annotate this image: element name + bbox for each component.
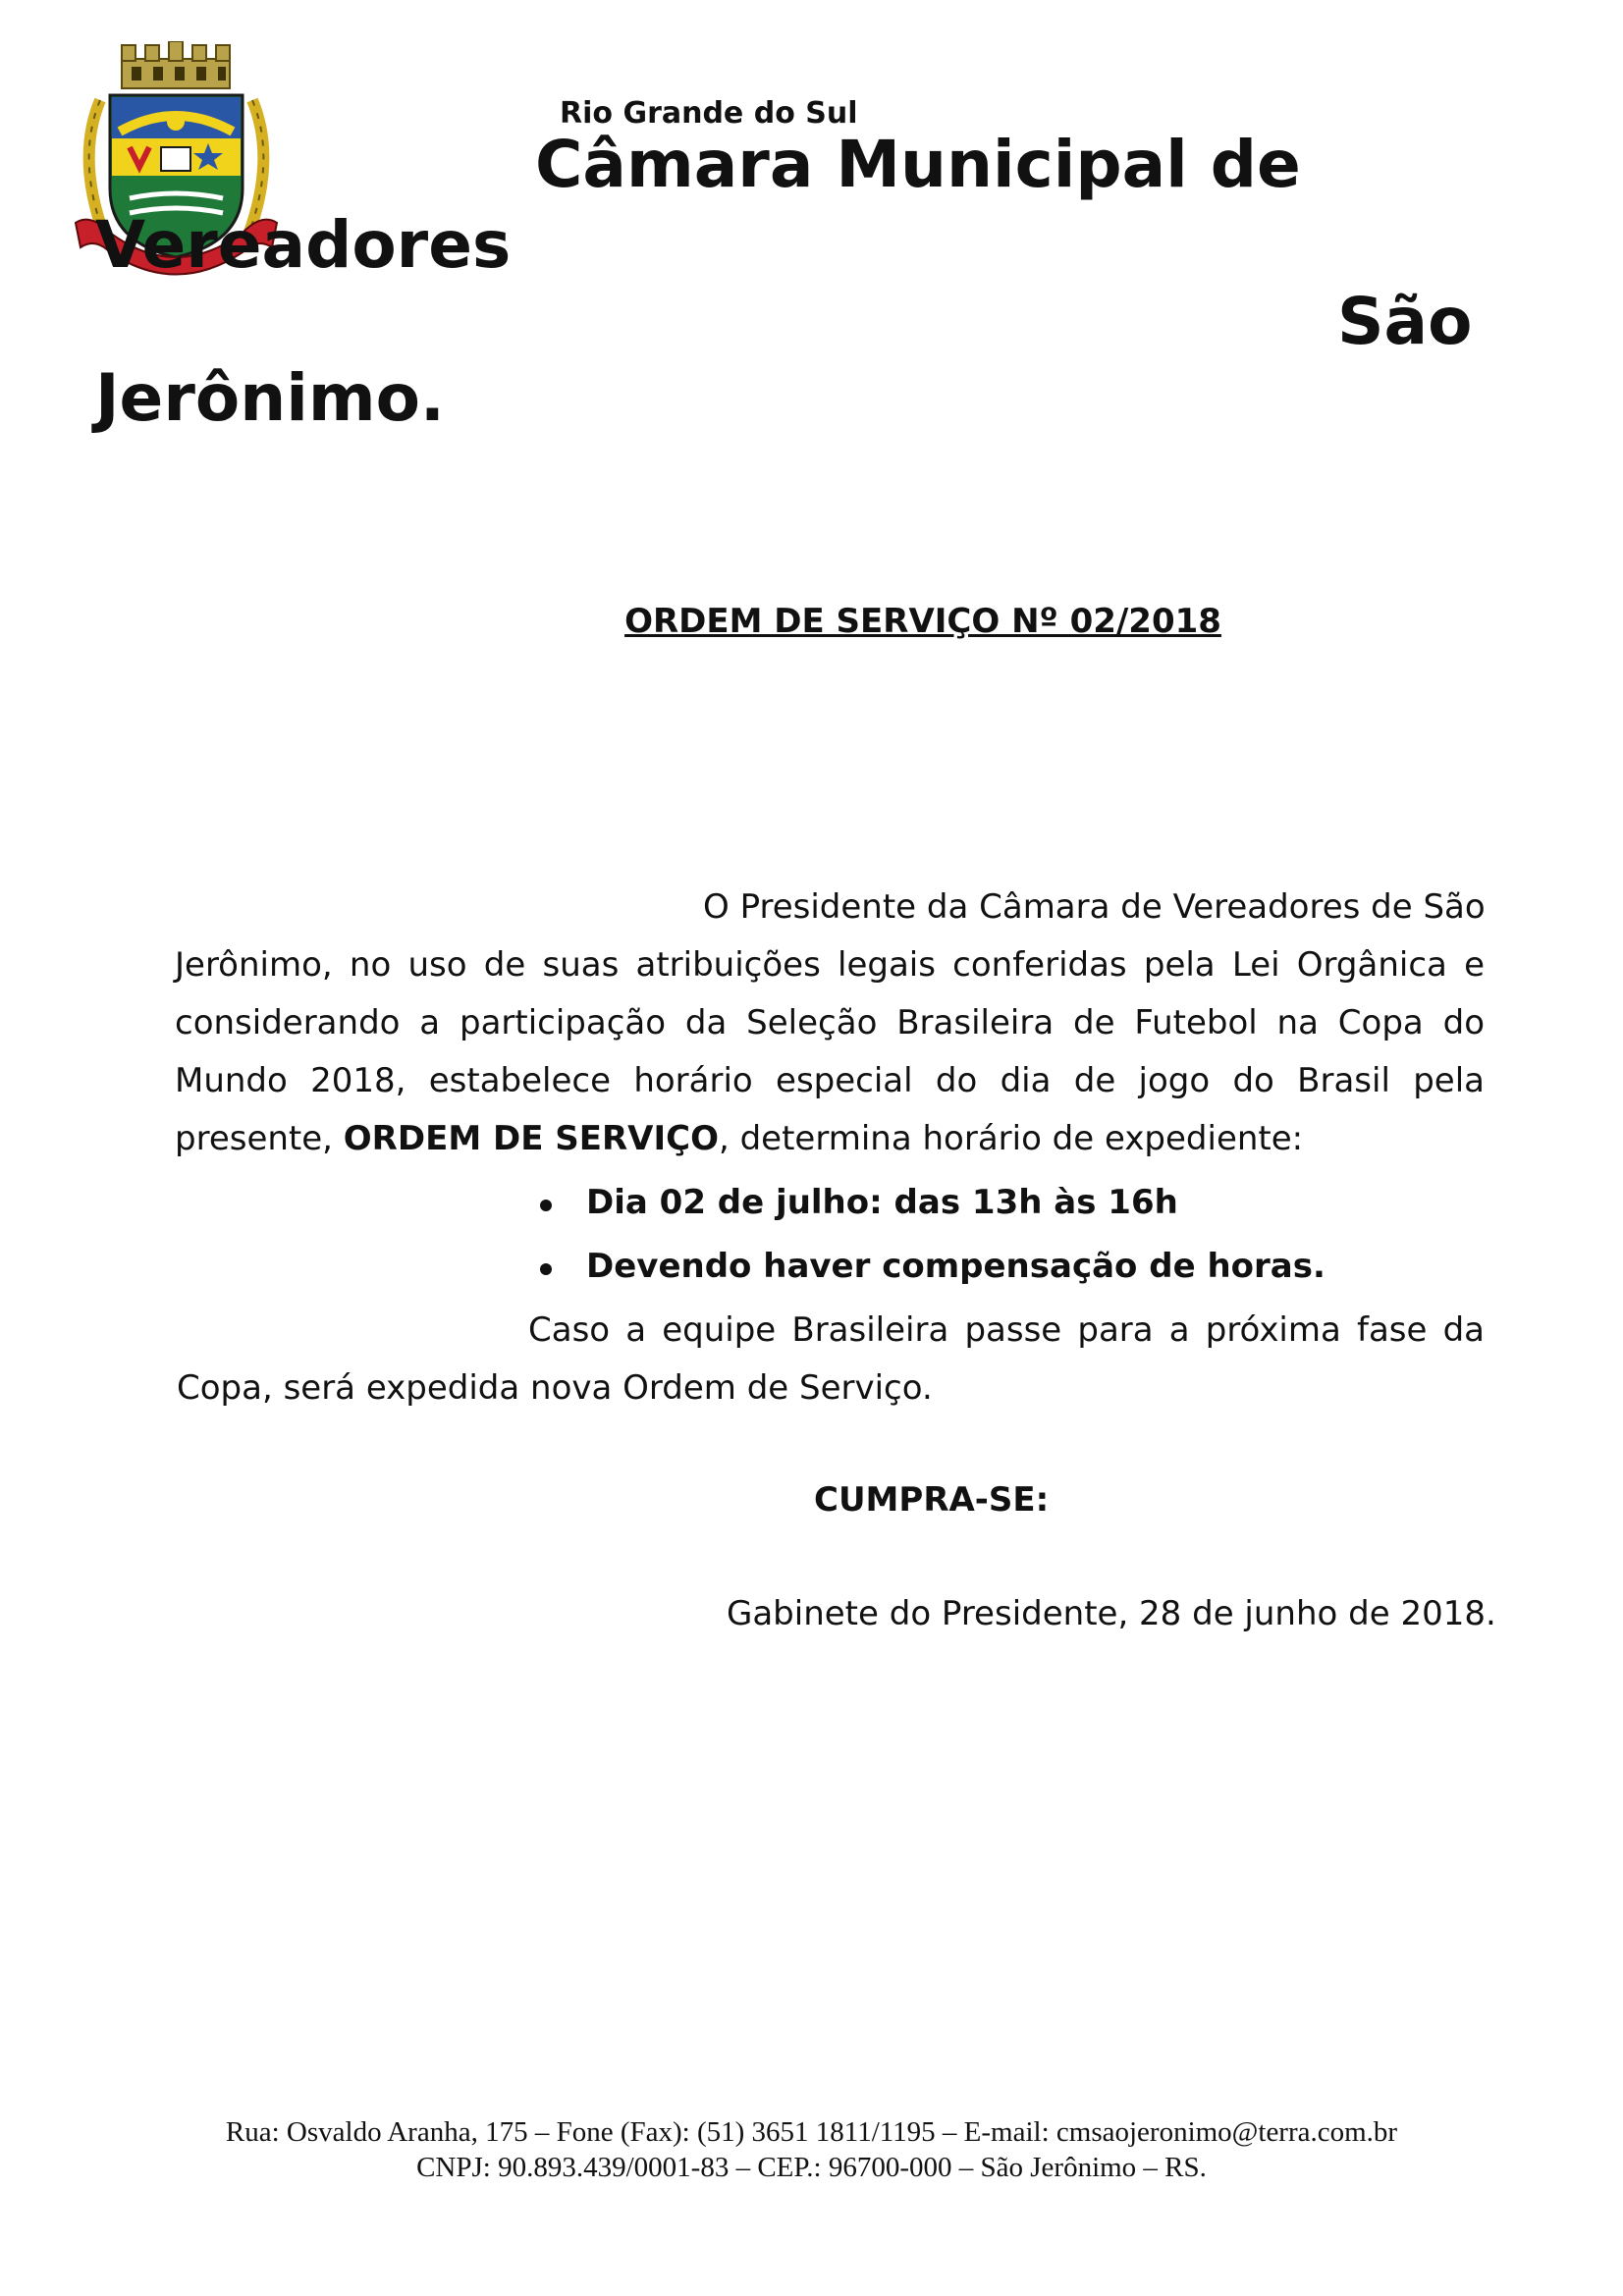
header-institution-line-1: Câmara Municipal de bbox=[535, 127, 1301, 202]
paragraph-line: considerando a participação da Seleção Brasileira de Futebol na Copa do bbox=[175, 1003, 1485, 1042]
paragraph-line: O Presidente da Câmara de Vereadores de São bbox=[703, 887, 1486, 927]
paragraph-bold-text: ORDEM DE SERVIÇO bbox=[343, 1119, 719, 1158]
cumpra-se-heading: CUMPRA-SE: bbox=[814, 1480, 1050, 1520]
footer-address: Rua: Osvaldo Aranha, 175 – Fone (Fax): (51) 3651 1811/1195 – E-mail: cmsaojeronimo@terra.com.br bbox=[225, 2116, 1398, 2148]
crown-icon bbox=[122, 41, 230, 88]
document-title: ORDEM DE SERVIÇO Nº 02/2018 bbox=[624, 602, 1221, 641]
paragraph-line bbox=[175, 1117, 1303, 1160]
paragraph-text: presente, bbox=[175, 1119, 344, 1158]
bullet-icon bbox=[540, 1263, 552, 1275]
header-institution-line-3: São bbox=[1337, 284, 1473, 359]
paragraph-line: Jerônimo, no uso de suas atribuições legais conferidas pela Lei Orgânica e bbox=[175, 945, 1485, 985]
closing-date-line: Gabinete do Presidente, 28 de junho de 2018. bbox=[727, 1594, 1496, 1633]
header-institution-line-4: Jerônimo. bbox=[95, 360, 446, 436]
header-state: Rio Grande do Sul bbox=[560, 96, 858, 131]
bullet-icon bbox=[540, 1200, 552, 1211]
bullet-item: Devendo haver compensação de horas. bbox=[586, 1247, 1325, 1286]
paragraph-line: Caso a equipe Brasileira passe para a próxima fase da bbox=[528, 1310, 1485, 1350]
header-institution-line-2: Vereadores bbox=[95, 207, 512, 283]
footer-registration: CNPJ: 90.893.439/0001-83 – CEP.: 96700-000 – São Jerônimo – RS. bbox=[416, 2152, 1207, 2183]
paragraph-line: Mundo 2018, estabelece horário especial do dia de jogo do Brasil pela bbox=[175, 1061, 1485, 1100]
paragraph-line: Copa, será expedida nova Ordem de Serviço. bbox=[177, 1368, 933, 1408]
bullet-item: Dia 02 de julho: das 13h às 16h bbox=[586, 1183, 1178, 1222]
paragraph-text: , determina horário de expediente: bbox=[718, 1119, 1304, 1158]
